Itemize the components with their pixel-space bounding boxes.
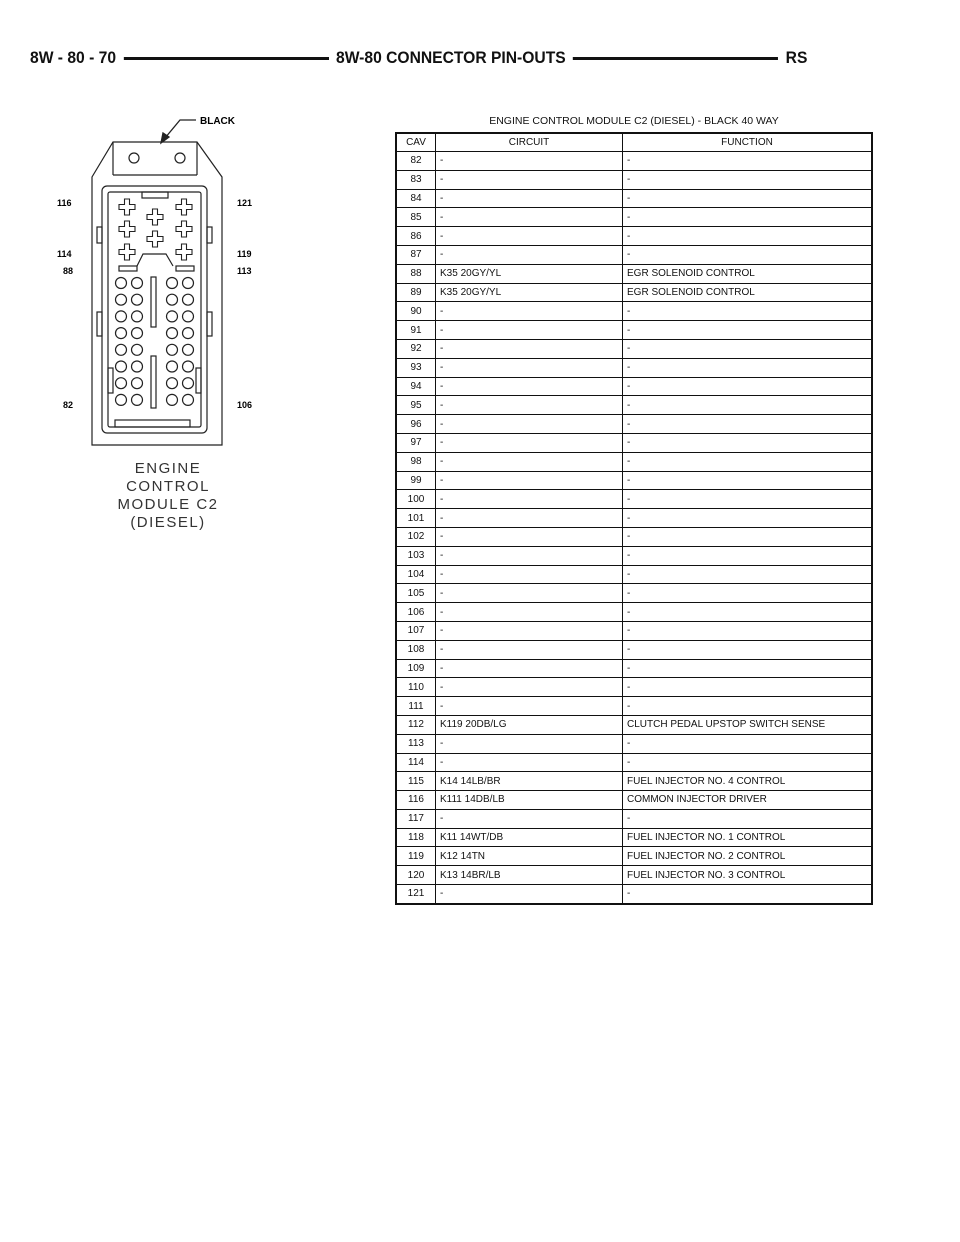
cell-function: - xyxy=(623,170,873,189)
cell-function: - xyxy=(623,527,873,546)
cell-function: - xyxy=(623,245,873,264)
cell-function: - xyxy=(623,358,873,377)
model-code: RS xyxy=(785,48,808,67)
cell-cav: 90 xyxy=(396,302,436,321)
power-cavity xyxy=(119,199,135,215)
cell-circuit: - xyxy=(436,546,623,565)
table-row xyxy=(396,264,872,283)
pin-cavity xyxy=(167,394,178,405)
cell-function: - xyxy=(623,546,873,565)
table-row xyxy=(396,208,872,227)
pin-cavity xyxy=(183,311,194,322)
cell-function: FUEL INJECTOR NO. 1 CONTROL xyxy=(623,828,873,847)
cell-circuit: - xyxy=(436,245,623,264)
cell-function: - xyxy=(623,885,873,904)
table-row xyxy=(396,734,872,753)
pin-cavity xyxy=(167,278,178,289)
pin-label: 113 xyxy=(237,266,252,276)
cell-function: - xyxy=(623,302,873,321)
cell-circuit: - xyxy=(436,509,623,528)
pin-cavity xyxy=(167,344,178,355)
table-row xyxy=(396,809,872,828)
cell-cav: 108 xyxy=(396,640,436,659)
cell-function: - xyxy=(623,734,873,753)
cell-function: - xyxy=(623,396,873,415)
pin-label: 82 xyxy=(63,400,74,410)
table-row xyxy=(396,697,872,716)
column-header-cav: CAV xyxy=(396,133,436,152)
cell-circuit: - xyxy=(436,152,623,171)
cell-cav: 82 xyxy=(396,152,436,171)
table-row xyxy=(396,621,872,640)
cell-cav: 93 xyxy=(396,358,436,377)
diagram-caption: (DIESEL) xyxy=(130,514,206,531)
cell-function: - xyxy=(623,584,873,603)
pin-label: 121 xyxy=(237,198,253,208)
table-row xyxy=(396,640,872,659)
table-row xyxy=(396,302,872,321)
table-row xyxy=(396,415,872,434)
pin-cavity xyxy=(132,394,143,405)
cell-function: - xyxy=(623,621,873,640)
cell-circuit: - xyxy=(436,377,623,396)
cell-function: EGR SOLENOID CONTROL xyxy=(623,283,873,302)
table-row xyxy=(396,509,872,528)
color-label: BLACK xyxy=(200,116,235,127)
table-row xyxy=(396,603,872,622)
cell-cav: 119 xyxy=(396,847,436,866)
table-row xyxy=(396,433,872,452)
cell-circuit: - xyxy=(436,227,623,246)
pin-label: 116 xyxy=(57,198,72,208)
pin-cavity xyxy=(183,294,194,305)
cell-cav: 87 xyxy=(396,245,436,264)
table-row xyxy=(396,847,872,866)
cell-function: - xyxy=(623,377,873,396)
cell-cav: 86 xyxy=(396,227,436,246)
cell-cav: 105 xyxy=(396,584,436,603)
pin-cavity xyxy=(167,361,178,372)
cell-function: CLUTCH PEDAL UPSTOP SWITCH SENSE xyxy=(623,715,873,734)
cell-circuit: - xyxy=(436,433,623,452)
pin-cavity xyxy=(183,378,194,389)
cell-cav: 121 xyxy=(396,885,436,904)
table-row xyxy=(396,471,872,490)
table-row xyxy=(396,152,872,171)
cell-circuit: - xyxy=(436,659,623,678)
cell-circuit: - xyxy=(436,678,623,697)
cell-circuit: - xyxy=(436,208,623,227)
cell-cav: 100 xyxy=(396,490,436,509)
cell-function: FUEL INJECTOR NO. 3 CONTROL xyxy=(623,866,873,885)
table-row xyxy=(396,339,872,358)
pinout-table xyxy=(395,132,873,905)
pin-cavity xyxy=(183,328,194,339)
column-header-function: FUNCTION xyxy=(623,133,873,152)
table-row xyxy=(396,283,872,302)
cell-function: - xyxy=(623,509,873,528)
cell-cav: 83 xyxy=(396,170,436,189)
table-row xyxy=(396,791,872,810)
cell-circuit: K111 14DB/LB xyxy=(436,791,623,810)
cell-cav: 102 xyxy=(396,527,436,546)
pin-cavity xyxy=(183,344,194,355)
pin-cavity xyxy=(167,311,178,322)
cell-function: - xyxy=(623,471,873,490)
pin-cavity xyxy=(183,278,194,289)
cell-cav: 117 xyxy=(396,809,436,828)
cell-circuit: - xyxy=(436,565,623,584)
cell-cav: 95 xyxy=(396,396,436,415)
pin-label: 88 xyxy=(63,266,74,276)
cell-cav: 118 xyxy=(396,828,436,847)
pin-label: 119 xyxy=(237,249,252,259)
power-cavity xyxy=(119,244,135,260)
cell-cav: 88 xyxy=(396,264,436,283)
cell-function: - xyxy=(623,152,873,171)
pin-cavity xyxy=(132,344,143,355)
cell-cav: 89 xyxy=(396,283,436,302)
cell-circuit: K14 14LB/BR xyxy=(436,772,623,791)
table-row xyxy=(396,659,872,678)
cell-circuit: - xyxy=(436,584,623,603)
cell-function: - xyxy=(623,189,873,208)
cell-cav: 91 xyxy=(396,321,436,340)
cell-function: - xyxy=(623,659,873,678)
power-cavity xyxy=(147,209,163,225)
black-arrow xyxy=(161,120,196,143)
pin-cavity xyxy=(167,294,178,305)
pin-cavity xyxy=(132,328,143,339)
pin-cavity xyxy=(116,328,127,339)
pin-cavity xyxy=(116,394,127,405)
cell-cav: 109 xyxy=(396,659,436,678)
column-header-circuit: CIRCUIT xyxy=(436,133,623,152)
cell-circuit: K12 14TN xyxy=(436,847,623,866)
cell-function: - xyxy=(623,603,873,622)
connector-diagram xyxy=(0,0,320,540)
cell-cav: 106 xyxy=(396,603,436,622)
cell-function: EGR SOLENOID CONTROL xyxy=(623,264,873,283)
cell-cav: 98 xyxy=(396,452,436,471)
table-row xyxy=(396,753,872,772)
cell-circuit: - xyxy=(436,396,623,415)
cell-function: - xyxy=(623,678,873,697)
cell-function: - xyxy=(623,415,873,434)
cell-cav: 97 xyxy=(396,433,436,452)
power-cavity xyxy=(176,199,192,215)
table-row xyxy=(396,227,872,246)
power-cavity xyxy=(176,244,192,260)
cell-cav: 113 xyxy=(396,734,436,753)
table-row xyxy=(396,396,872,415)
cell-function: FUEL INJECTOR NO. 2 CONTROL xyxy=(623,847,873,866)
table-row xyxy=(396,885,872,904)
table-row xyxy=(396,772,872,791)
cell-cav: 111 xyxy=(396,697,436,716)
table-row xyxy=(396,490,872,509)
section-title: 8W-80 CONNECTOR PIN-OUTS xyxy=(336,48,566,67)
cell-circuit: - xyxy=(436,621,623,640)
diagram-caption: ENGINE xyxy=(134,460,202,477)
cell-circuit: - xyxy=(436,189,623,208)
table-row xyxy=(396,828,872,847)
cell-circuit: - xyxy=(436,415,623,434)
pin-cavity xyxy=(132,278,143,289)
cell-circuit: K119 20DB/LG xyxy=(436,715,623,734)
cell-circuit: K35 20GY/YL xyxy=(436,264,623,283)
cell-cav: 116 xyxy=(396,791,436,810)
pin-cavity xyxy=(132,311,143,322)
table-row xyxy=(396,678,872,697)
pin-cavity xyxy=(116,361,127,372)
pin-cavity xyxy=(116,344,127,355)
cell-circuit: - xyxy=(436,527,623,546)
pin-cavity xyxy=(132,361,143,372)
diagram-caption: CONTROL xyxy=(126,478,210,495)
cell-circuit: - xyxy=(436,339,623,358)
cell-circuit: - xyxy=(436,471,623,490)
pin-cavity xyxy=(167,378,178,389)
table-caption: ENGINE CONTROL MODULE C2 (DIESEL) - BLACK 40 WAY xyxy=(489,115,779,127)
pin-cavity xyxy=(167,328,178,339)
power-cavity xyxy=(119,221,135,237)
cell-function: COMMON INJECTOR DRIVER xyxy=(623,791,873,810)
cell-cav: 110 xyxy=(396,678,436,697)
cell-circuit: - xyxy=(436,358,623,377)
table-row xyxy=(396,565,872,584)
cell-circuit: - xyxy=(436,697,623,716)
cell-function: - xyxy=(623,321,873,340)
page-number: 8W - 80 - 70 xyxy=(30,48,117,67)
cell-circuit: - xyxy=(436,603,623,622)
cell-cav: 84 xyxy=(396,189,436,208)
pin-label: 106 xyxy=(237,400,253,410)
table-row xyxy=(396,189,872,208)
cell-cav: 94 xyxy=(396,377,436,396)
pin-label: 114 xyxy=(57,249,72,259)
cell-circuit: - xyxy=(436,321,623,340)
cell-cav: 103 xyxy=(396,546,436,565)
cell-circuit: - xyxy=(436,809,623,828)
table-row xyxy=(396,546,872,565)
pin-cavity xyxy=(116,294,127,305)
table-row xyxy=(396,321,872,340)
cell-circuit: K35 20GY/YL xyxy=(436,283,623,302)
cell-circuit: - xyxy=(436,640,623,659)
cell-function: - xyxy=(623,753,873,772)
cell-circuit: K13 14BR/LB xyxy=(436,866,623,885)
table-row xyxy=(396,245,872,264)
cell-cav: 96 xyxy=(396,415,436,434)
header-rule xyxy=(573,57,778,60)
cell-function: - xyxy=(623,339,873,358)
power-cavity xyxy=(147,231,163,247)
cell-cav: 92 xyxy=(396,339,436,358)
table-row xyxy=(396,358,872,377)
table-row xyxy=(396,527,872,546)
pin-cavity xyxy=(132,294,143,305)
cell-cav: 120 xyxy=(396,866,436,885)
pin-cavity xyxy=(183,361,194,372)
table-row xyxy=(396,377,872,396)
cell-function: FUEL INJECTOR NO. 4 CONTROL xyxy=(623,772,873,791)
cell-function: - xyxy=(623,640,873,659)
cell-cav: 85 xyxy=(396,208,436,227)
diagram-caption: MODULE C2 xyxy=(117,496,219,513)
cell-circuit: - xyxy=(436,885,623,904)
power-cavity xyxy=(176,221,192,237)
pin-cavity xyxy=(183,394,194,405)
pin-cavity xyxy=(116,378,127,389)
cell-circuit: K11 14WT/DB xyxy=(436,828,623,847)
cell-cav: 115 xyxy=(396,772,436,791)
cell-cav: 107 xyxy=(396,621,436,640)
cell-function: - xyxy=(623,565,873,584)
pin-cavity xyxy=(116,311,127,322)
cell-function: - xyxy=(623,208,873,227)
cell-function: - xyxy=(623,809,873,828)
table-row xyxy=(396,584,872,603)
cell-cav: 99 xyxy=(396,471,436,490)
cell-circuit: - xyxy=(436,753,623,772)
cell-function: - xyxy=(623,490,873,509)
cell-cav: 114 xyxy=(396,753,436,772)
cell-circuit: - xyxy=(436,452,623,471)
pin-cavity xyxy=(132,378,143,389)
table-row xyxy=(396,715,872,734)
table-row xyxy=(396,452,872,471)
cell-circuit: - xyxy=(436,734,623,753)
cell-function: - xyxy=(623,697,873,716)
cell-function: - xyxy=(623,452,873,471)
cell-cav: 101 xyxy=(396,509,436,528)
cell-circuit: - xyxy=(436,170,623,189)
cell-cav: 112 xyxy=(396,715,436,734)
pin-cavity xyxy=(116,278,127,289)
cell-circuit: - xyxy=(436,302,623,321)
cell-function: - xyxy=(623,433,873,452)
cell-function: - xyxy=(623,227,873,246)
table-row xyxy=(396,866,872,885)
cell-circuit: - xyxy=(436,490,623,509)
table-row xyxy=(396,170,872,189)
cell-cav: 104 xyxy=(396,565,436,584)
